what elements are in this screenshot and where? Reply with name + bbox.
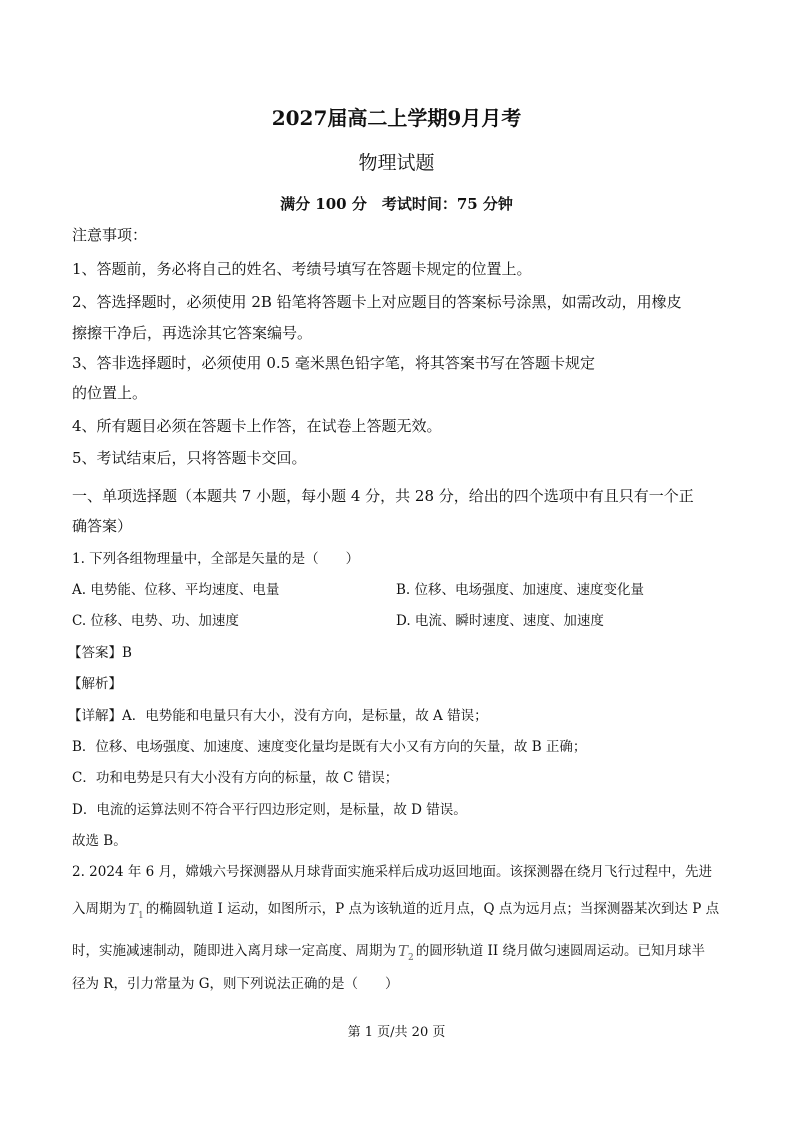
exam-subtitle: 物理试题 [358,152,435,174]
q1-detail-3: C．功和电势是只有大小没有方向的标量，故 C 错误； [72,770,399,786]
note-3-line-2: 的位置上。 [72,384,148,402]
note-2-line-1: 2、答选择题时，必须使用 2B 铅笔将答题卡上对应题目的答案标号涂黑，如需改动，用橡皮 [72,293,682,311]
note-4: 4、所有题目必须在答题卡上作答，在试卷上答题无效。 [72,417,442,435]
period-t2-letter: T [398,942,409,960]
q1-detail-5: 故选 B。 [72,833,127,849]
q1-analysis-label: 【解析】 [68,676,122,692]
q1-option-b: B. 位移、电场强度、加速度、速度变化量 [396,582,645,598]
q2-line-4: 径为 R，引力常量为 G，则下列说法正确的是（ ） [72,976,399,992]
q1-stem: 1. 下列各组物理量中，全部是矢量的是（ ） [72,551,360,567]
exam-meta: 满分 100 分 考试时间：75 分钟 [280,195,513,213]
section-heading-line-2: 确答案） [72,517,133,535]
period-t1-letter: T [128,900,139,918]
q2-line-1: 2. 2024 年 6 月，嫦娥六号探测器从月球背面实施采样后成功返回地面。该探测器在绕月飞行过程中，先进 [72,864,712,880]
note-2-line-2: 擦擦干净后，再选涂其它答案编号。 [72,324,313,342]
q1-detail-2: B．位移、电场强度、加速度、速度变化量均是既有大小又有方向的矢量，故 B 正确； [72,739,587,755]
notes-heading: 注意事项： [72,226,148,244]
period-t1-symbol [126,902,146,921]
section-heading-line-1: 一、单项选择题（本题共 7 小题，每小题 4 分，共 28 分，给出的四个选项中有且只有一个正 [72,487,694,505]
note-5: 5、考试结束后，只将答题卡交回。 [72,449,307,467]
q2-line-3-end: 的圆形轨道 II 绕月做匀速圆周运动。已知月球半 [415,943,705,959]
q2-line-2-start: 入周期为 [72,901,126,917]
page-number: 第 1 页/共 20 页 [347,1025,446,1040]
q1-detail-4: D．电流的运算法则不符合平行四边形定则，是标量，故 D 错误。 [72,802,467,818]
note-1: 1、答题前，务必将自己的姓名、考绩号填写在答题卡规定的位置上。 [72,260,532,278]
q1-option-d: D. 电流、瞬时速度、速度、加速度 [396,613,604,629]
q2-line-2-end: 的椭圆轨道 I 运动，如图所示，P 点为该轨道的近月点，Q 点为远月点；当探测器某次到达 P 点 [145,901,720,917]
q1-detail-1: 【详解】A．电势能和电量只有大小，没有方向，是标量，故 A 错误； [68,708,488,724]
q1-answer: 【答案】B [68,645,132,661]
q2-line-3 [72,944,705,963]
q1-option-a: A. 电势能、位移、平均速度、电量 [72,582,280,598]
q1-option-c: C. 位移、电势、功、加速度 [72,613,239,629]
q2-line-3-start: 时，实施减速制动，随即进入离月球一定高度、周期为 [72,943,396,959]
period-t1-subscript: 1 [138,911,144,921]
exam-title: 2027届高二上学期9月月考 [271,106,522,130]
period-t2-symbol [396,944,416,963]
q2-line-2 [72,902,719,921]
period-t2-subscript: 2 [408,953,414,963]
note-3-line-1: 3、答非选择题时，必须使用 0.5 毫米黑色铅字笔，将其答案书写在答题卡规定 [72,354,595,372]
